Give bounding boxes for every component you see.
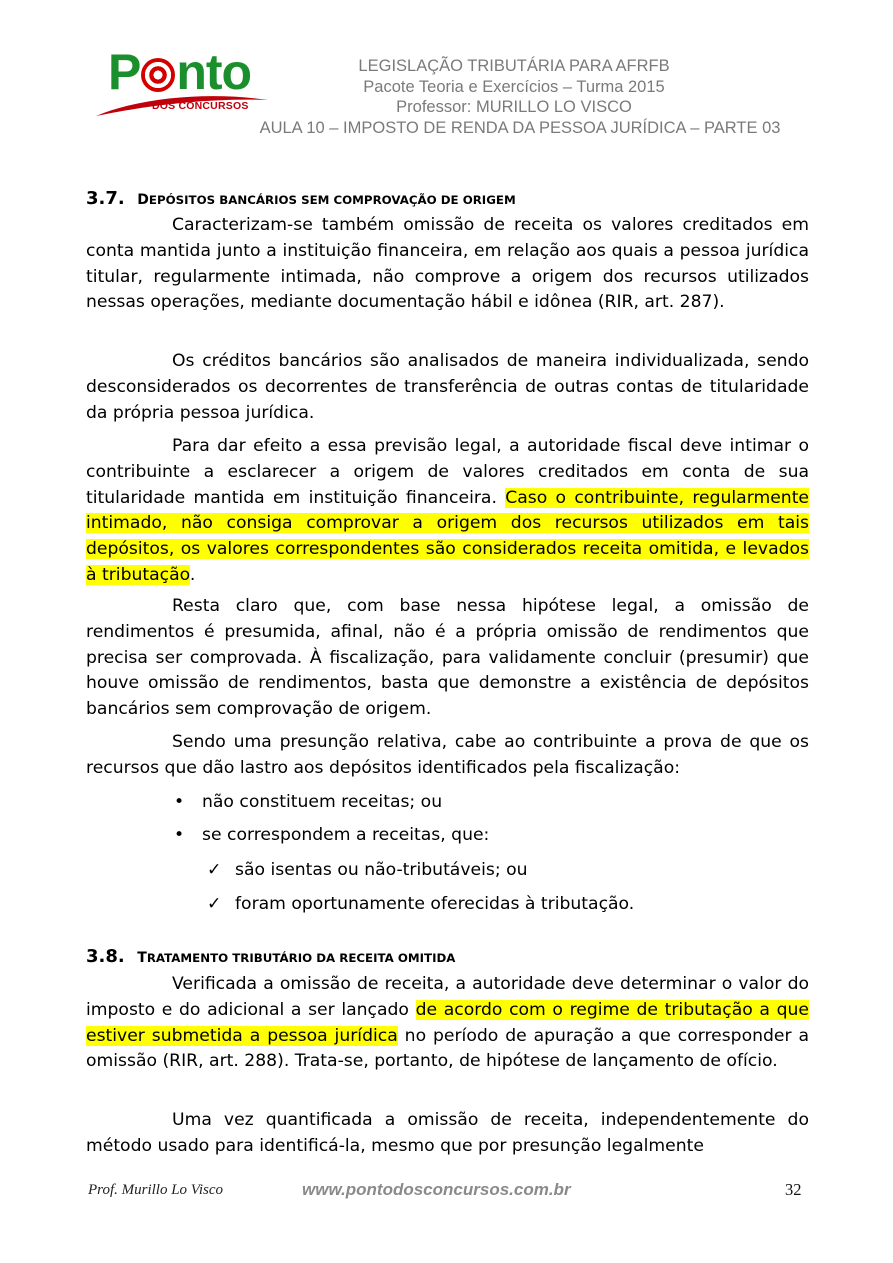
list-item — [174, 823, 489, 848]
section-number: 3.8. — [86, 946, 125, 967]
logo — [94, 44, 274, 120]
header-course-title: LEGISLAÇÃO TRIBUTÁRIA PARA AFRFB — [358, 57, 670, 75]
page-number: 32 — [785, 1180, 802, 1199]
paragraph-text: Sendo uma presunção relativa, cabe ao contribuinte a prova de que os recursos que dão lastro aos depósitos identificados pela fiscalização: — [86, 732, 809, 778]
section-title-rest: RATAMENTO TRIBUTÁRIO DA RECEITA OMITIDA — [146, 951, 456, 965]
check-item-text: foram oportunamente oferecidas à tributação. — [235, 894, 635, 914]
list-item-text: não constituem receitas; ou — [202, 792, 443, 812]
header-lesson: AULA 10 – IMPOSTO DE RENDA DA PESSOA JURÍDICA – PARTE 03 — [259, 119, 781, 137]
paragraph — [86, 213, 809, 316]
checkmark-icon: ✓ — [207, 860, 222, 880]
paragraph — [86, 972, 809, 1075]
logo-subtitle: DOS CONCURSOS — [152, 100, 249, 112]
paragraph-text: Uma vez quantificada a omissão de receita, independentemente do método usado para identificá-la, mesmo que por presunção legalmente — [86, 1110, 809, 1156]
check-item-text: são isentas ou não-tributáveis; ou — [235, 860, 528, 880]
paragraph-text: Verificada a omissão de receita, a autoridade deve determinar o valor do imposto e do adicional a ser lançado — [86, 974, 809, 1020]
paragraph-text: Para dar efeito a essa previsão legal, a autoridade fiscal deve intimar o contribuinte a esclarecer a origem de valores creditados em conta de sua titularidade mantida em instituição financeira. — [86, 436, 809, 508]
paragraph-text: Caracterizam-se também omissão de receita os valores creditados em conta mantida junto a instituição financeira, em relação aos quais a pessoa jurídica titular, regularmente intimada, não comprove a origem dos recursos utilizados nessas operações, mediante documentação hábil e idônea (RIR, art. 287). — [86, 215, 809, 313]
paragraph-text: no período de apuração a que corresponder a omissão (RIR, art. 288). Trata-se, portanto, de hipótese de lançamento de ofício. — [86, 1025, 809, 1072]
highlighted-text: de acordo com o regime de tributação a que estiver submetida a pessoa jurídica — [86, 999, 809, 1046]
section-title-initial: D — [137, 192, 149, 208]
section-title-rest: EPÓSITOS BANCÁRIOS SEM COMPROVAÇÃO DE ORIGEM — [148, 193, 516, 207]
section-title-initial: T — [137, 950, 147, 966]
check-item — [207, 892, 634, 917]
paragraph — [86, 1108, 809, 1160]
paragraph-text: Os créditos bancários são analisados de maneira individualizada, sendo desconsiderados os decorrentes de transferência de outras contas de titularidade da própria pessoa jurídica. — [86, 351, 809, 423]
checkmark-icon: ✓ — [207, 894, 222, 914]
check-item — [207, 858, 527, 883]
target-icon — [141, 58, 175, 92]
list-item-text: se correspondem a receitas, que: — [202, 825, 490, 845]
section-number: 3.7. — [86, 188, 125, 209]
section-heading-3-8 — [86, 946, 455, 967]
paragraph — [86, 349, 809, 426]
header-package: Pacote Teoria e Exercícios – Turma 2015 — [363, 78, 665, 96]
paragraph — [86, 434, 809, 589]
logo-wordmark: P nto — [108, 44, 252, 100]
section-heading-3-7 — [86, 188, 516, 209]
paragraph — [86, 730, 809, 782]
highlighted-text: Caso o contribuinte, regularmente intimado, não consiga comprovar a origem dos recursos utilizados em tais depósitos, os valores correspondentes são considerados receita omitida, e levados à tributação — [86, 487, 810, 585]
list-item — [174, 790, 442, 815]
paragraph-end: . — [189, 564, 196, 585]
paragraph-text: Resta claro que, com base nessa hipótese legal, a omissão de rendimentos é presumida, afinal, não é a própria omissão de rendimentos que precisa ser comprovada. À fiscalização, para validamente concluir (presumir) que houve omissão de rendimentos, basta que demonstre a existência de depósitos bancários sem comprovação de origem. — [86, 596, 809, 720]
footer-website[interactable]: www.pontodosconcursos.com.br — [302, 1180, 571, 1199]
header-professor: Professor: MURILLO LO VISCO — [396, 98, 632, 116]
bullet-icon: • — [174, 825, 185, 845]
paragraph — [86, 594, 809, 723]
bullet-icon: • — [174, 792, 185, 812]
footer-author: Prof. Murillo Lo Visco — [88, 1182, 223, 1198]
